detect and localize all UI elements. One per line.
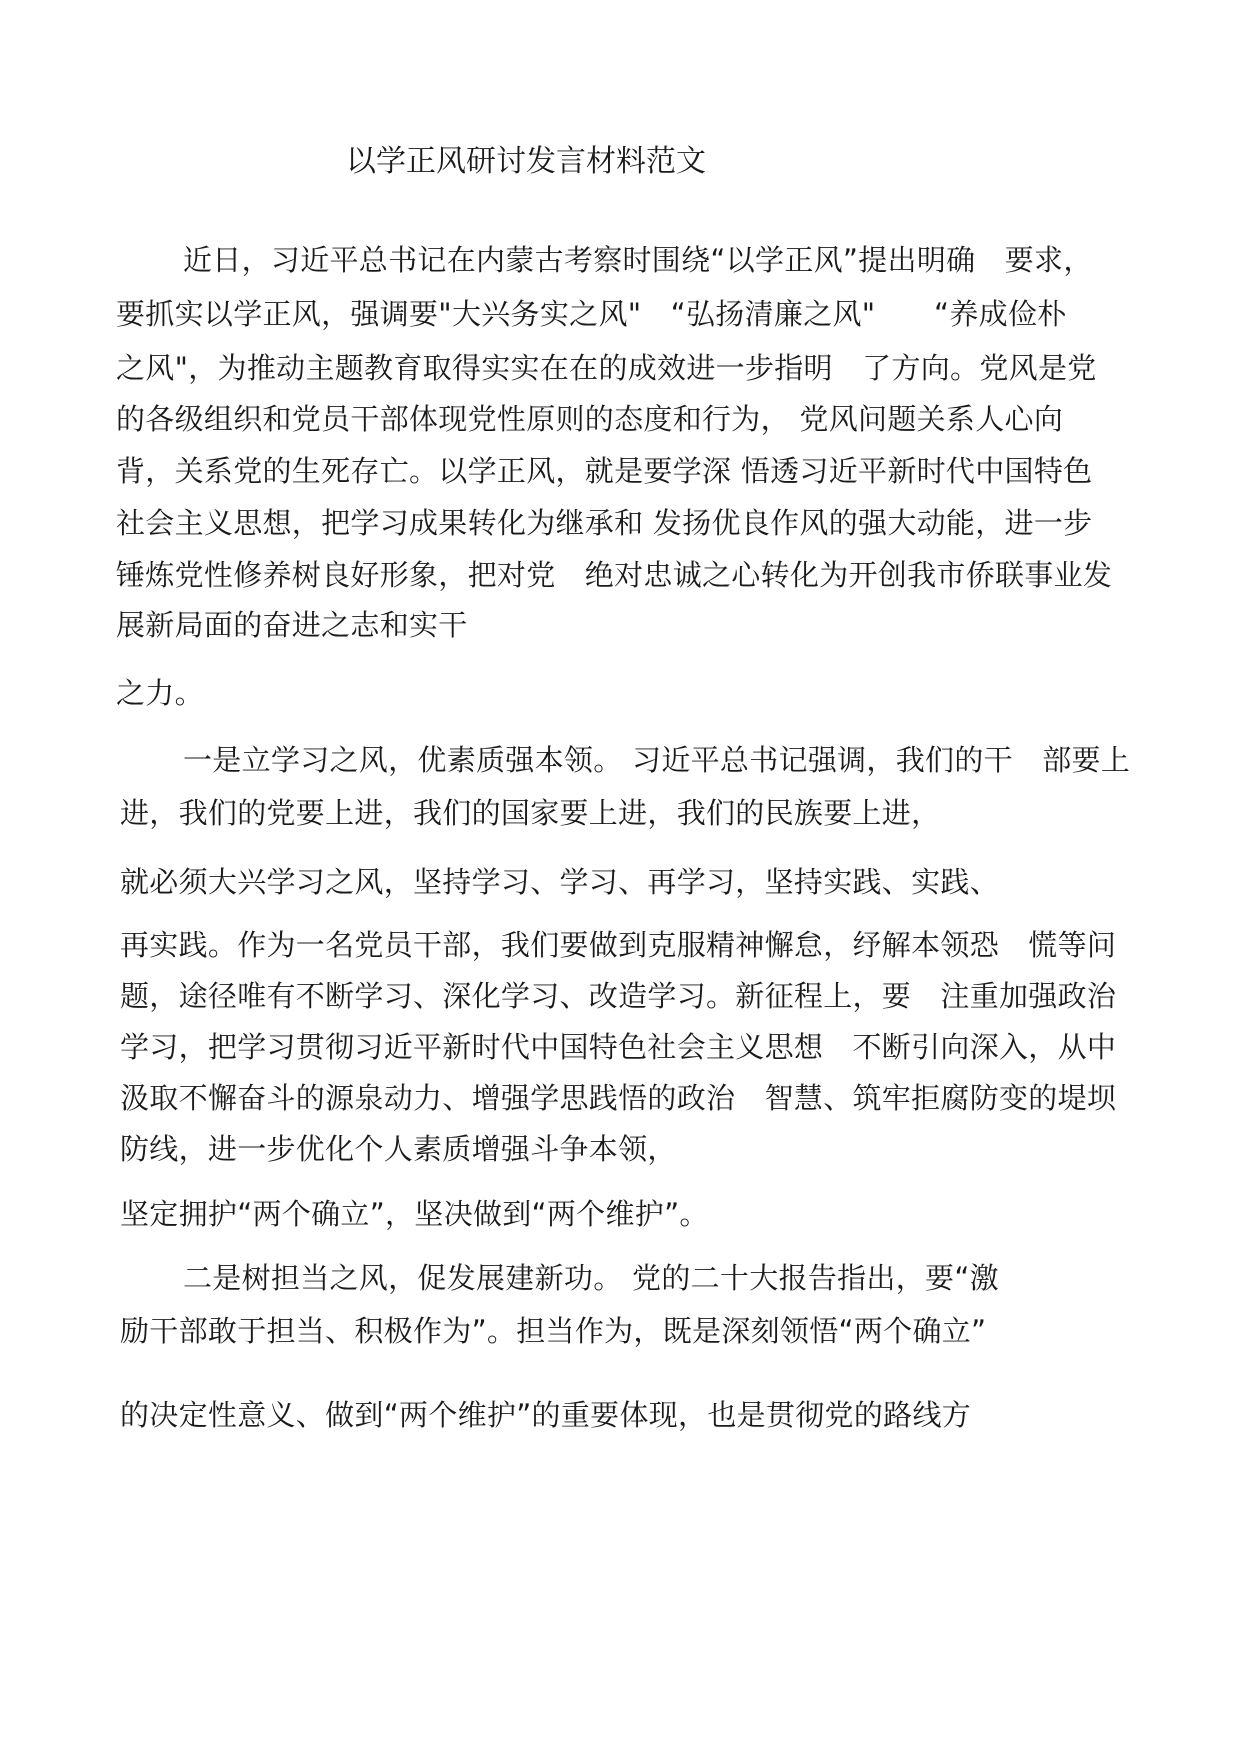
text-line: 题，途径唯有不断学习、深化学习、改造学习。新征程上，要 注重加强政治 [120,979,1117,1013]
text-line: 就必须大兴学习之风，坚持学习、学习、再学习，坚持实践、实践、 [120,865,1000,899]
text-line: 进，我们的党要上进，我们的国家要上进，我们的民族要上进， [120,796,941,830]
text-line: 要抓实以学正风，强调要"大兴务实之风" “弘扬清廉之风" “养成俭朴 [116,297,1067,331]
text-line: 再实践。作为一名党员干部，我们要做到克服精神懈怠，纾解本领恐 慌等问 [120,928,1117,962]
text-line: 展新局面的奋进之志和实干 [116,608,468,642]
text-line: 社会主义思想，把学习成果转化为继承和 发扬优良作风的强大动能，进一步 [116,506,1093,540]
text-line: 防线，进一步优化个人素质增强斗争本领， [120,1132,677,1166]
text-line: 汲取不懈奋斗的源泉动力、增强学思践悟的政治 智慧、筑牢拒腐防变的堤坝 [120,1081,1117,1115]
text-line: 二是树担当之风，促发展建新功。 党的二十大报告指出，要“激 [183,1261,999,1295]
text-line: 背，关系党的生死存亡。以学正风，就是要学深 悟透习近平新时代中国特色 [116,454,1093,488]
text-line: 的决定性意义、做到“两个维护”的重要体现，也是贯彻党的路线方 [120,1398,972,1432]
text-line: 近日，习近平总书记在内蒙古考察时围绕“以学正风”提出明确 要求， [183,243,1093,277]
document-title: 以学正风研讨发言材料范文 [346,144,706,179]
text-line: 之风"，为推动主题教育取得实实在在的成效进一步指明 了方向。党风是党 [116,351,1097,385]
text-line: 励干部敢于担当、积极作为”。担当作为，既是深刻领悟“两个确立” [120,1314,987,1348]
text-line: 锤炼党性修养树良好形象，把对党 绝对忠诚之心转化为开创我市侨联事业发 [116,558,1113,592]
text-line: 坚定拥护“两个确立”，坚决做到“两个维护”。 [120,1197,709,1231]
text-line: 学习，把学习贯彻习近平新时代中国特色社会主义思想 不断引向深入，从中 [120,1030,1117,1064]
text-line: 一是立学习之风，优素质强本领。 习近平总书记强调，我们的干 部要上 [183,743,1131,777]
text-line: 的各级组织和党员干部体现党性原则的态度和行为， 党风问题关系人心向 [116,402,1064,436]
text-line: 之力。 [116,676,204,710]
